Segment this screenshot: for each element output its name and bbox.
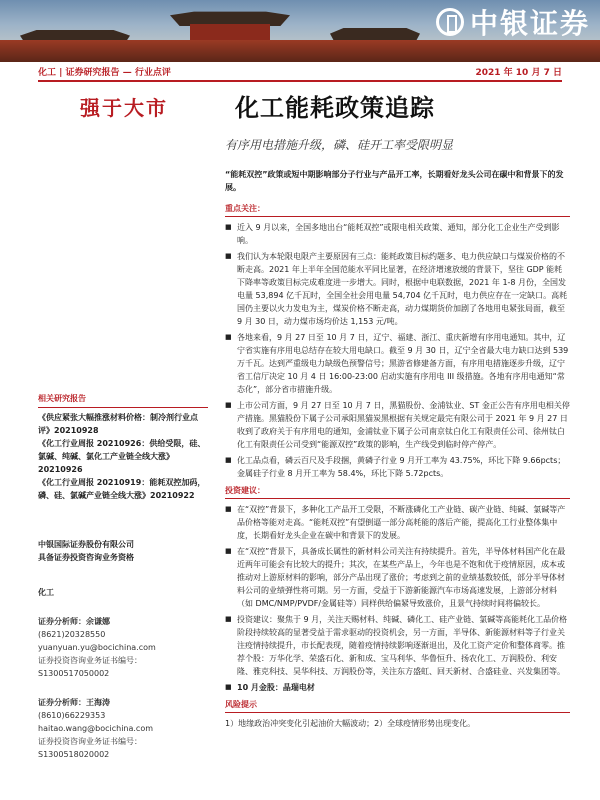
- analyst-email[interactable]: yuanyuan.yu@bocichina.com: [38, 643, 156, 652]
- report-category: 化工 | 证券研究报告 — 行业点评: [38, 67, 171, 78]
- report-date: 2021 年 10 月 7 日: [475, 67, 562, 78]
- list-item: ■ 在“双控”背景下，具备成长属性的新材料公司关注有持续提升。首先，半导体材料国产化在最近两年可能会有比较大的提升；其次，在某些产品上，今年也是不饱和优于疫情原因，成本或推动对上游原材料的影响，部分产品出现了涨价；考虑到之前的业绩基数较低，部分半导体材料公司的业绩弹性将可期。另一方面，受益于下游新能源汽车市场高速发展，上游部分材料（如 DMC/NMP/PVDF/金属硅等）同样供给偏紧导致涨价，且景气持续时间将偏较长。: [225, 545, 570, 610]
- list-item: ■ 近入 9 月以来，全国多地出台“能耗双控”或限电相关政策、通知，部分化工企业生产受到影响。: [225, 221, 570, 247]
- header-banner: [0, 0, 600, 62]
- related-report-item[interactable]: 《化工行业周报 20210919：能耗双控加码，磷、硅、氯碱产业链全线大涨》20210922: [38, 478, 206, 500]
- industry-rating: 强于大市: [80, 96, 168, 120]
- bank-logo-icon: [436, 8, 464, 36]
- analyst-card: [38, 696, 208, 761]
- key-points-list: [225, 221, 570, 480]
- related-report-item[interactable]: 《化工行业周报 20210926：供给受限，硅、氯碱、纯碱、氯化工产业链全线大涨》20210926: [38, 439, 206, 474]
- palace-wall-graphic: [0, 40, 600, 62]
- analyst-cert: 证券投资咨询业务证书编号：S1300518020002: [38, 737, 142, 759]
- list-item: ■ 投资建议：聚焦于 9 月，关注天赐材料、纯碱、磷化工、硅产业链、氯碱等高能耗化工品价格阶段持续较高的显著受益于需求驱动的投资机会，另一方面，半导体、新能源材料等子行业关注疫情持续提升，市长配表现，随着疫情持续影响逐渐退出，及化工资产定价和整体商零。推荐个股：万华化学、荣盛石化、新和成、宝马利华、华鲁恒升、扬农化工、万润股份、利安隆、雅克科技、昊华科技、万润股份等，关注东方盛虹、回天新材、合盛硅业、兴发集团等。: [225, 613, 570, 678]
- related-reports-heading: 相关研究报告: [38, 392, 208, 408]
- investment-list: [225, 503, 570, 694]
- analyst-cert: 证券投资咨询业务证书编号：S1300517050002: [38, 656, 142, 678]
- list-item: ■ 上市公司方面，9 月 27 日至 10 月 7 日，黑猫股份、金浦钛业、ST 金正公告有序用电相关停产措施。黑猫股份下属子公司承阳黑猫炭黑根据有关规定最完有限公司于 2021 年 9 月 27 日收到了政府关于有序用电的通知，金浦钛业下属子公司南京钛白化工有限责任公司、徐州钛白化工有限责任公司受到“能源双控”政策的影响，生产线受到临时停产停产。: [225, 399, 570, 451]
- related-report-item[interactable]: 《供应紧张大幅推涨材料价格：制冷剂行业点评》20210928: [38, 413, 198, 435]
- analyst-card: [38, 615, 208, 680]
- key-points-heading: 重点关注：: [225, 202, 570, 217]
- main-content: [225, 168, 570, 730]
- analyst-name: 证券分析师：余谦娜: [38, 617, 110, 626]
- list-item: ■ 我们认为本轮限电限产主要原因有三点：能耗政策目标约题多、电力供应缺口与煤炭价格的不断走高。2021 年上半年全国范能水平同比显著，在经济增速放缓的背景下，坚往 GDP 能耗下降率等政策目标完成难度进一步增大。同时，根据中电联数据，2021 年 1-8 月份，全国发电量 53,894 亿千瓦时，全国全社会用电量 54,704 亿千瓦时，电力供应存在一定缺口。高耗国仍主要以火力发电为主，煤炭价格不断走高，动力煤期货价加剧了各地用电紧张局面，截至 9 月 30 日，动力煤市场均价达 1,153 元/吨。: [225, 250, 570, 328]
- sidebar: [38, 392, 208, 761]
- report-title: 化工能耗政策追踪: [235, 94, 435, 122]
- report-subtitle: 有序用电措施升级，磷、硅开工率受限明显: [225, 138, 454, 152]
- institution-name: 中银国际证券股份有限公司 具备证券投资咨询业务资格: [38, 540, 134, 562]
- analyst-name: 证券分析师：王海涛: [38, 698, 110, 707]
- risk-heading: 风险提示: [225, 698, 570, 713]
- report-meta-bar: [38, 62, 562, 82]
- list-item: ■ 化工品点看，磷云百尺及手段捆，黄磷子行业 9 月开工率为 43.75%，环比下降 9.66pcts；金属硅子行业 8 月开工率为 58.4%，环比下降 5.72pcts。: [225, 454, 570, 480]
- brand-logo: [436, 2, 590, 42]
- summary-paragraph: “能耗双控”政策或短中期影响部分子行业与产品开工率，长期看好龙头公司在碳中和背景下的发展。: [225, 170, 564, 192]
- risk-text: 1）地缘政治冲突变化引起油价大幅波动；2）全球疫情形势出现变化。: [225, 719, 476, 728]
- list-item: ■ 在“双控”背景下，多种化工产品开工受限，不断涨磷化工产业链、碳产业链、纯碱、氯碱等产品价格等能对走高。“能耗双控”有望倒逼一部分高耗能的落后产能，提高化工行业整体集中度，长期看好龙头企业在碳中和背景下的发展。: [225, 503, 570, 542]
- analyst-email[interactable]: haitao.wang@bocichina.com: [38, 724, 154, 733]
- analyst-phone: (8610)66229353: [38, 711, 106, 720]
- investment-heading: 投资建议：: [225, 484, 570, 499]
- list-item: ■ 各地来看，9 月 27 日至 10 月 7 日，辽宁、福建、浙江、重庆新增有序用电通知。其中，辽宁省实施有序用电总结存在较大用电缺口。截至 9 月 30 日，辽宁全省最大电力缺口达到 539 万千瓦。达到严重级电力缺级色预警信号；黑游省修建备方面，有序用电措施逐步升级，辽宁省工信厅决定 10 月 4 日 16:00-23:00 启动实施有序用电 III 级措施。各地有序用电通知“常态化”，部分省市措施升级。: [225, 331, 570, 396]
- brand-logo-text: 中银证券: [469, 7, 590, 40]
- sector-label: 化工: [38, 588, 54, 597]
- analyst-phone: (8621)20328550: [38, 630, 106, 639]
- list-item: ■ 10 月金股：晶瑞电材: [225, 681, 570, 694]
